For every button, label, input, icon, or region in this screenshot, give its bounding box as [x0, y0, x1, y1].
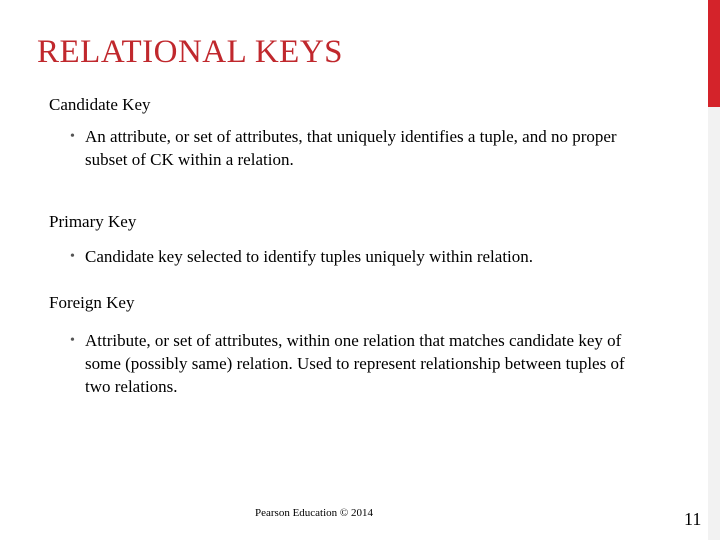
slide-title: RELATIONAL KEYS	[37, 34, 343, 70]
bullet-text: Attribute, or set of attributes, within one relation that matches candidate key of some (possibly same) relation. Used to represent relationship between tuples of two relations.	[85, 331, 625, 396]
page-number: 11	[684, 509, 702, 529]
bullet-icon: •	[70, 333, 75, 348]
bullet-text: Candidate key selected to identify tuples uniquely within relation.	[85, 247, 534, 266]
section-heading: Foreign Key	[49, 293, 135, 312]
section-heading: Candidate Key	[49, 95, 151, 114]
side-bar-accent	[708, 0, 720, 107]
bullet-item	[70, 125, 645, 171]
section-heading: Primary Key	[49, 212, 137, 231]
bullet-text: An attribute, or set of attributes, that uniquely identifies a tuple, and no proper subset of CK within a relation.	[85, 127, 617, 169]
bullet-icon: •	[70, 129, 75, 144]
footer-copyright: Pearson Education © 2014	[255, 507, 374, 519]
bullet-icon: •	[70, 249, 75, 264]
bullet-item	[70, 329, 625, 398]
section-primary-key	[49, 212, 689, 268]
bullet-item	[70, 245, 665, 268]
section-candidate-key	[49, 95, 689, 171]
section-foreign-key	[49, 293, 689, 398]
side-bar	[708, 0, 720, 540]
